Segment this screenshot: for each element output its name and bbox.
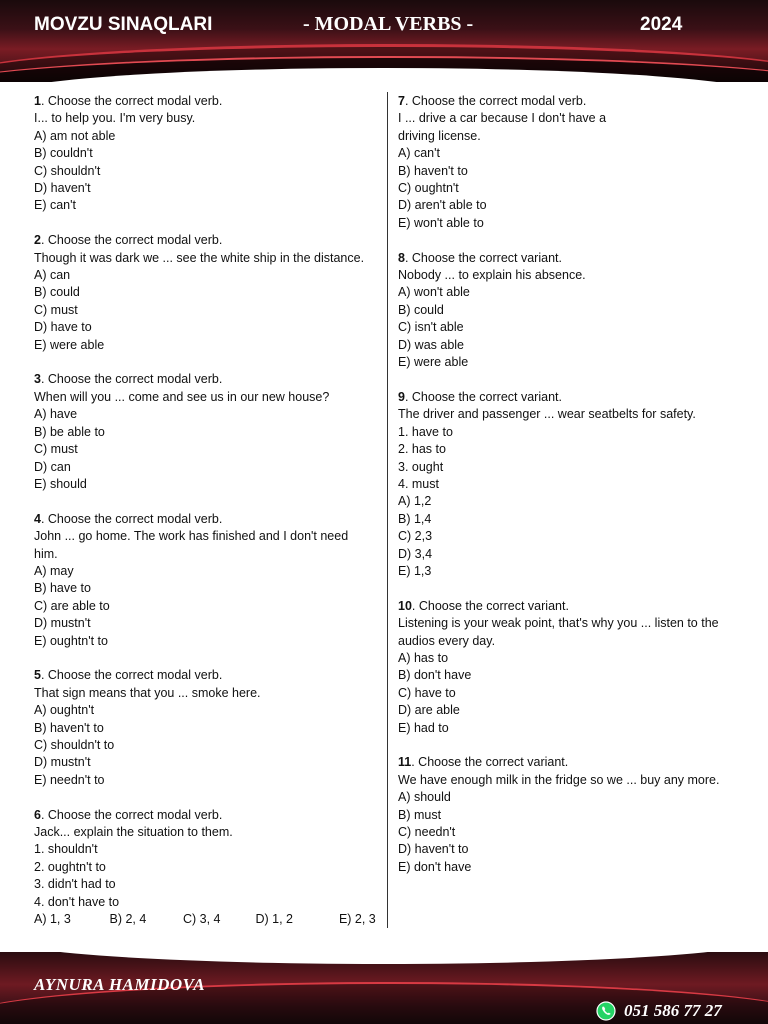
answer-option: C) isn't able xyxy=(398,320,464,335)
answer-option: D) haven't to xyxy=(398,842,469,857)
numbered-choice: 3. didn't had to xyxy=(34,877,116,892)
answer-option: B) be able to xyxy=(34,424,105,439)
answer-option: A) 1, 3 xyxy=(34,912,71,927)
footer-edge xyxy=(0,952,768,964)
answer-option: D) haven't xyxy=(34,181,91,196)
question-prompt: 11. Choose the correct variant. xyxy=(398,755,569,770)
answer-option: E) needn't to xyxy=(34,772,105,787)
numbered-choice: 2. has to xyxy=(398,442,446,457)
answer-option: B) could xyxy=(398,302,444,317)
left-column xyxy=(34,93,378,946)
answer-option: C) must xyxy=(34,442,78,457)
numbered-choice: 4. must xyxy=(398,476,439,491)
header-series-title: MOVZU SINAQLARI xyxy=(34,14,213,35)
question-4 xyxy=(34,511,378,650)
answer-option: E) won't able to xyxy=(398,215,484,230)
question-text: Nobody ... to explain his absence. xyxy=(398,268,586,283)
right-column xyxy=(398,93,738,894)
answer-option: D) mustn't xyxy=(34,755,91,770)
answer-option: C) oughtn't xyxy=(398,181,459,196)
answer-option: B) 1,4 xyxy=(398,511,432,526)
question-prompt: 9. Choose the correct variant. xyxy=(398,389,562,404)
answer-option: D) 1, 2 xyxy=(255,912,293,927)
answer-option: B) must xyxy=(398,807,442,822)
question-number: 7 xyxy=(398,94,405,108)
question-prompt: 5. Choose the correct modal verb. xyxy=(34,668,223,683)
question-number: 8 xyxy=(398,250,405,265)
question-number: 3 xyxy=(34,372,41,387)
header-topic-title: - MODAL VERBS - xyxy=(303,13,474,35)
question-3 xyxy=(34,371,378,493)
answer-option: D) can xyxy=(34,459,71,474)
answer-option: B) could xyxy=(34,285,80,300)
answer-option: E) should xyxy=(34,476,87,491)
question-text: driving license. xyxy=(398,128,481,143)
numbered-choice: 1. have to xyxy=(398,424,453,439)
question-text: him. xyxy=(34,546,58,561)
answer-option: C) have to xyxy=(398,685,456,700)
question-6 xyxy=(34,807,378,929)
answer-option: D) aren't able to xyxy=(398,198,487,213)
answer-option: E) can't xyxy=(34,198,76,213)
answer-option: C) 2,3 xyxy=(398,529,433,544)
answer-option: A) oughtn't xyxy=(34,703,95,718)
question-text: We have enough milk in the fridge so we ... buy any more. xyxy=(398,772,720,787)
answer-option: A) may xyxy=(34,563,74,578)
question-10 xyxy=(398,598,738,737)
answer-option: E) were able xyxy=(398,355,469,370)
answer-option: A) won't able xyxy=(398,285,470,300)
question-text: Though it was dark we ... see the white ship in the distance. xyxy=(34,250,365,265)
answer-option: D) mustn't xyxy=(34,616,91,631)
answer-option: D) have to xyxy=(34,320,92,335)
column-divider xyxy=(387,92,388,928)
question-number: 11 xyxy=(398,755,412,770)
question-text: audios every day. xyxy=(398,633,496,648)
answer-option: C) must xyxy=(34,302,78,317)
answer-option: B) haven't to xyxy=(398,163,468,178)
question-prompt: 2. Choose the correct modal verb. xyxy=(34,233,223,248)
answer-option: E) were able xyxy=(34,337,105,352)
answer-option: A) should xyxy=(398,790,451,805)
answer-options-row xyxy=(34,911,378,928)
question-text: Listening is your weak point, that's why you ... listen to the xyxy=(398,616,719,631)
question-number: 10 xyxy=(398,598,412,613)
question-prompt: 3. Choose the correct modal verb. xyxy=(34,372,223,387)
answer-option: A) can't xyxy=(398,146,440,161)
question-prompt: 4. Choose the correct modal verb. xyxy=(34,511,223,526)
answer-option: E) 1,3 xyxy=(398,563,432,578)
contact-phone: 051 586 77 27 xyxy=(624,1001,722,1020)
question-text: I ... drive a car because I don't have a xyxy=(398,111,607,126)
question-number: 6 xyxy=(34,807,41,822)
question-number: 9 xyxy=(398,389,405,404)
question-2 xyxy=(34,232,378,354)
question-number: 4 xyxy=(34,511,41,526)
answer-option: A) have xyxy=(34,407,78,422)
question-number: 1 xyxy=(34,94,41,108)
question-number: 5 xyxy=(34,668,41,683)
question-prompt: 1. Choose the correct modal verb. xyxy=(34,94,223,108)
question-text: I... to help you. I'm very busy. xyxy=(34,111,196,126)
answer-option: E) had to xyxy=(398,720,449,735)
question-7 xyxy=(398,93,738,232)
numbered-choice: 4. don't have to xyxy=(34,894,120,909)
numbered-choice: 2. oughtn't to xyxy=(34,859,106,874)
question-number: 2 xyxy=(34,233,41,248)
answer-option: C) 3, 4 xyxy=(182,912,221,927)
question-5 xyxy=(34,667,378,789)
question-8 xyxy=(398,250,738,372)
answer-option: A) am not able xyxy=(34,128,116,143)
answer-option: A) 1,2 xyxy=(398,494,432,509)
header-year: 2024 xyxy=(640,14,683,35)
question-text: When will you ... come and see us in our new house? xyxy=(34,389,330,404)
question-text: John ... go home. The work has finished and I don't need xyxy=(34,529,349,544)
numbered-choice: 3. ought xyxy=(398,459,444,474)
answer-option: E) 2, 3 xyxy=(338,912,376,927)
question-prompt: 7. Choose the correct modal verb. xyxy=(398,94,587,108)
answer-option: C) shouldn't xyxy=(34,163,101,178)
question-1 xyxy=(34,93,378,215)
answer-option: B) haven't to xyxy=(34,720,104,735)
answer-option: E) don't have xyxy=(398,859,472,874)
answer-option: A) can xyxy=(34,268,71,283)
numbered-choice: 1. shouldn't xyxy=(34,842,98,857)
answer-option: D) 3,4 xyxy=(398,546,433,561)
answer-option: C) are able to xyxy=(34,598,110,613)
answer-option: B) don't have xyxy=(398,668,472,683)
answer-option: B) have to xyxy=(34,581,91,596)
question-9 xyxy=(398,389,738,580)
answer-option: B) 2, 4 xyxy=(109,912,147,927)
answer-option: D) was able xyxy=(398,337,464,352)
question-text: That sign means that you ... smoke here. xyxy=(34,685,261,700)
question-text: The driver and passenger ... wear seatbelts for safety. xyxy=(398,407,696,422)
answer-option: C) shouldn't to xyxy=(34,737,115,752)
question-prompt: 6. Choose the correct modal verb. xyxy=(34,807,223,822)
question-11 xyxy=(398,754,738,876)
answer-option: C) needn't xyxy=(398,825,456,839)
question-prompt: 8. Choose the correct variant. xyxy=(398,250,562,265)
answer-option: E) oughtn't to xyxy=(34,633,108,648)
author-name: AYNURA HAMIDOVA xyxy=(34,975,206,994)
question-prompt: 10. Choose the correct variant. xyxy=(398,598,569,613)
answer-option: D) are able xyxy=(398,703,460,718)
answer-option: A) has to xyxy=(398,650,449,665)
question-text: Jack... explain the situation to them. xyxy=(34,824,233,839)
whatsapp-icon xyxy=(596,1001,616,1021)
answer-option: B) couldn't xyxy=(34,146,93,161)
